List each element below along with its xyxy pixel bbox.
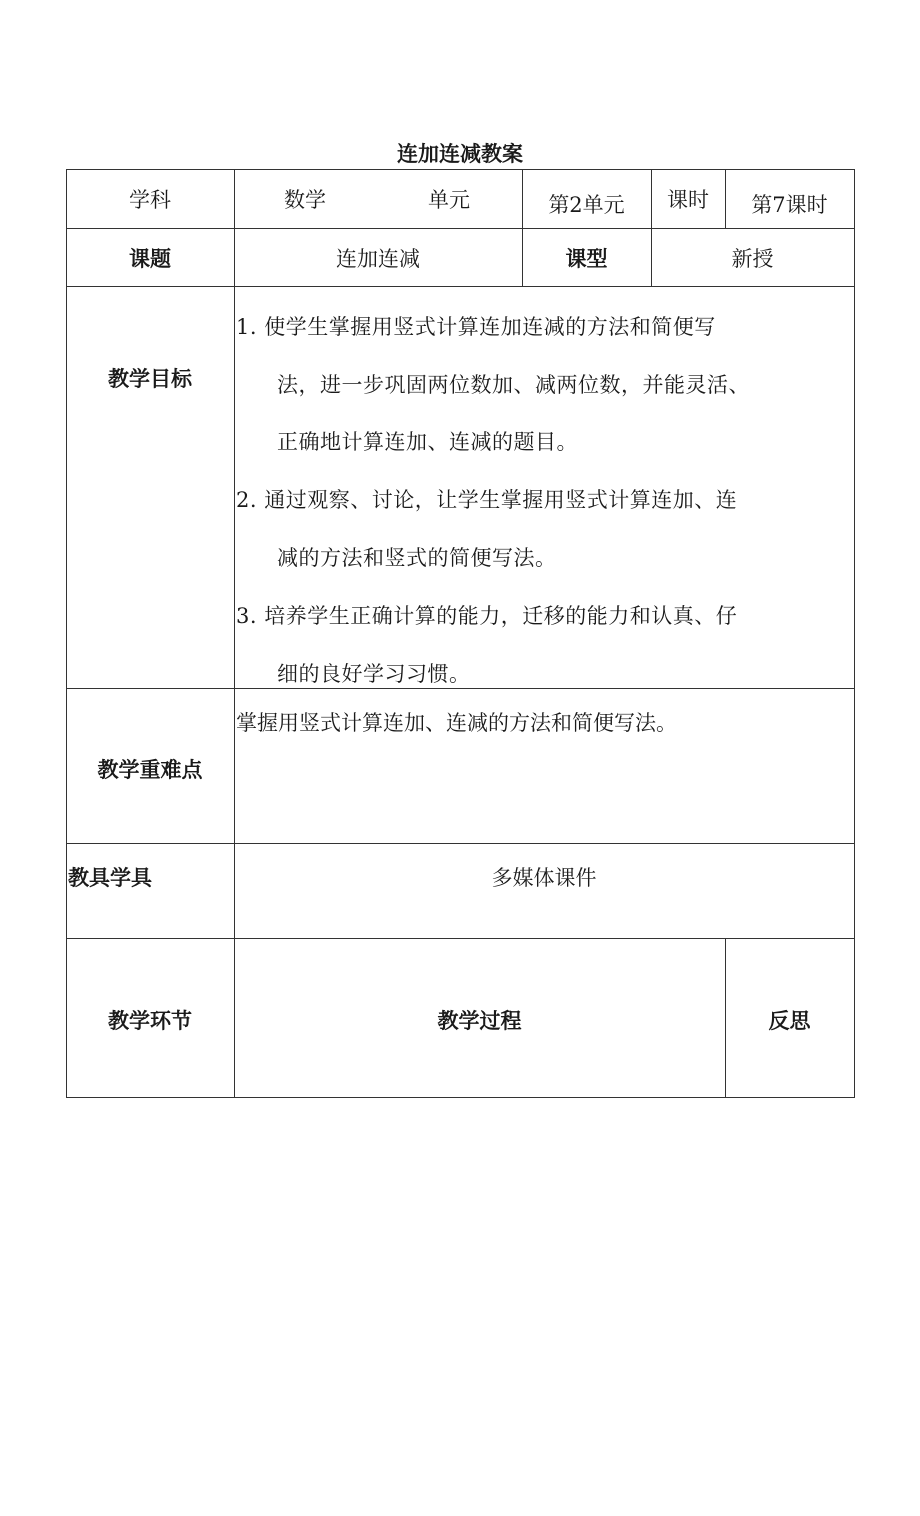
period-value: 第7课时	[751, 193, 828, 217]
unit-label: 单元	[428, 188, 470, 212]
stage-label: 教学环节	[108, 1009, 192, 1033]
key-points-text: 掌握用竖式计算连加、连减的方法和简便写法。	[236, 711, 677, 735]
process-label: 教学过程	[437, 1009, 522, 1033]
key-points-label: 教学重难点	[97, 758, 203, 782]
type-label: 课型	[565, 247, 608, 271]
topic-label: 课题	[129, 247, 171, 271]
type-value: 新授	[731, 247, 774, 271]
objective-line: 3. 培养学生正确计算的能力，迁移的能力和认真、仔	[236, 604, 738, 628]
objective-line: 减的方法和竖式的简便写法。	[277, 546, 557, 570]
reflection-label: 反思	[768, 1009, 811, 1033]
topic-value: 连加连减	[336, 247, 420, 271]
objective-line: 2. 通过观察、讨论，让学生掌握用竖式计算连加、连	[236, 488, 738, 512]
document-title: 连加连减教案	[397, 142, 523, 166]
objective-line: 1. 使学生掌握用竖式计算连加连减的方法和简便写	[236, 315, 716, 339]
tools-text: 多媒体课件	[491, 866, 597, 890]
period-label: 课时	[667, 188, 709, 212]
objective-line: 正确地计算连加、连减的题目。	[277, 430, 578, 454]
objectives-label: 教学目标	[108, 367, 192, 391]
objective-line: 细的良好学习习惯。	[277, 662, 471, 686]
tools-label: 教具学具	[68, 866, 152, 890]
unit-value: 第2单元	[548, 193, 625, 217]
subject-value: 数学	[284, 188, 326, 212]
objective-line: 法，进一步巩固两位数加、减两位数，并能灵活、	[277, 373, 750, 397]
subject-label: 学科	[129, 188, 171, 212]
